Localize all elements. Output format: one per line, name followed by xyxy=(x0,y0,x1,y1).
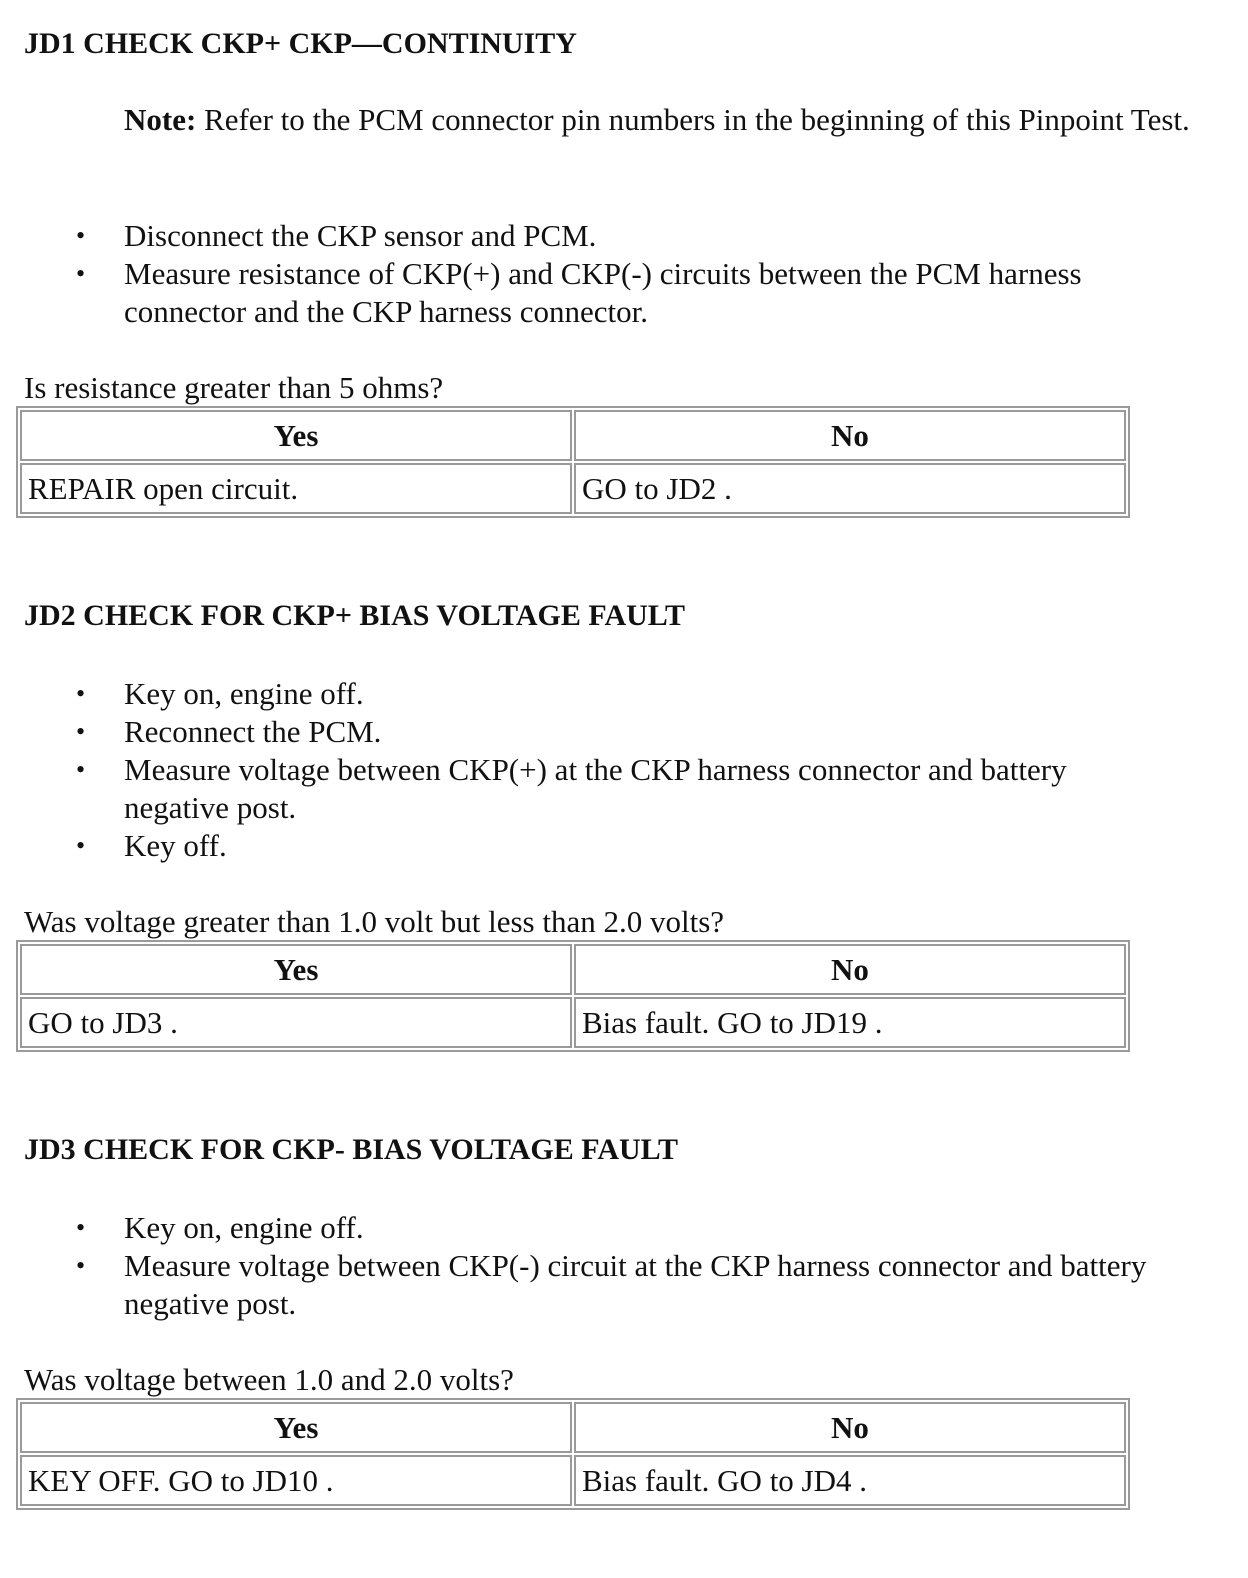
bullet-icon: • xyxy=(76,1213,86,1242)
section-jd3 xyxy=(24,1131,1234,1498)
list-item xyxy=(24,1247,1154,1323)
bullet-icon: • xyxy=(76,221,86,250)
step-text: Measure voltage between CKP(+) at the CKP harness connector and battery negative post. xyxy=(124,752,1067,825)
bullet-icon: • xyxy=(76,679,86,708)
bullet-icon: • xyxy=(76,755,86,784)
step-list xyxy=(24,1209,1154,1323)
step-list xyxy=(24,675,1154,865)
list-item xyxy=(24,751,1154,827)
question: Is resistance greater than 5 ohms? xyxy=(24,370,444,405)
no-action: Bias fault. GO to JD4 . xyxy=(574,1455,1126,1506)
section-heading: JD1 CHECK CKP+ CKP—CONTINUITY xyxy=(24,27,577,60)
table-header-row xyxy=(20,410,1126,461)
table-row xyxy=(20,997,1126,1048)
bullet-icon: • xyxy=(76,1251,86,1280)
list-item xyxy=(24,255,1154,331)
step-list xyxy=(24,217,1154,331)
step-text: Measure voltage between CKP(-) circuit at the CKP harness connector and battery negative post. xyxy=(124,1248,1147,1321)
step-text: Disconnect the CKP sensor and PCM. xyxy=(124,218,597,253)
table-row xyxy=(20,463,1126,514)
step-text: Key on, engine off. xyxy=(124,1210,364,1245)
question: Was voltage greater than 1.0 volt but less than 2.0 volts? xyxy=(24,904,725,939)
bullet-icon: • xyxy=(76,717,86,746)
answer-table xyxy=(16,940,1130,1052)
list-item xyxy=(24,675,1154,713)
no-header: No xyxy=(574,410,1126,461)
list-item xyxy=(24,827,1154,865)
yes-header: Yes xyxy=(20,410,572,461)
yes-action: GO to JD3 . xyxy=(20,997,572,1048)
no-header: No xyxy=(574,944,1126,995)
list-item xyxy=(24,713,1154,751)
no-header: No xyxy=(574,1402,1126,1453)
step-text: Key off. xyxy=(124,828,227,863)
answer-table xyxy=(16,1398,1130,1510)
bullet-icon: • xyxy=(76,259,86,288)
note-text: Refer to the PCM connector pin numbers in the beginning of this Pinpoint Test. xyxy=(196,102,1190,137)
no-action: Bias fault. GO to JD19 . xyxy=(574,997,1126,1048)
answer-table xyxy=(16,406,1130,518)
question: Was voltage between 1.0 and 2.0 volts? xyxy=(24,1362,514,1397)
bullet-icon: • xyxy=(76,831,86,860)
note-label: Note: xyxy=(124,102,197,137)
note xyxy=(124,101,1204,139)
no-action: GO to JD2 . xyxy=(574,463,1126,514)
section-jd1 xyxy=(24,25,1234,506)
list-item xyxy=(24,1209,1154,1247)
yes-header: Yes xyxy=(20,1402,572,1453)
list-item xyxy=(24,217,1154,255)
section-jd2 xyxy=(24,597,1234,1040)
yes-header: Yes xyxy=(20,944,572,995)
table-header-row xyxy=(20,944,1126,995)
step-text: Key on, engine off. xyxy=(124,676,364,711)
section-heading: JD2 CHECK FOR CKP+ BIAS VOLTAGE FAULT xyxy=(24,599,686,632)
yes-action: REPAIR open circuit. xyxy=(20,463,572,514)
yes-action: KEY OFF. GO to JD10 . xyxy=(20,1455,572,1506)
step-text: Measure resistance of CKP(+) and CKP(-) circuits between the PCM harness connector and the CKP harness connector. xyxy=(124,256,1082,329)
step-text: Reconnect the PCM. xyxy=(124,714,382,749)
table-header-row xyxy=(20,1402,1126,1453)
table-row xyxy=(20,1455,1126,1506)
section-heading: JD3 CHECK FOR CKP- BIAS VOLTAGE FAULT xyxy=(24,1133,678,1166)
